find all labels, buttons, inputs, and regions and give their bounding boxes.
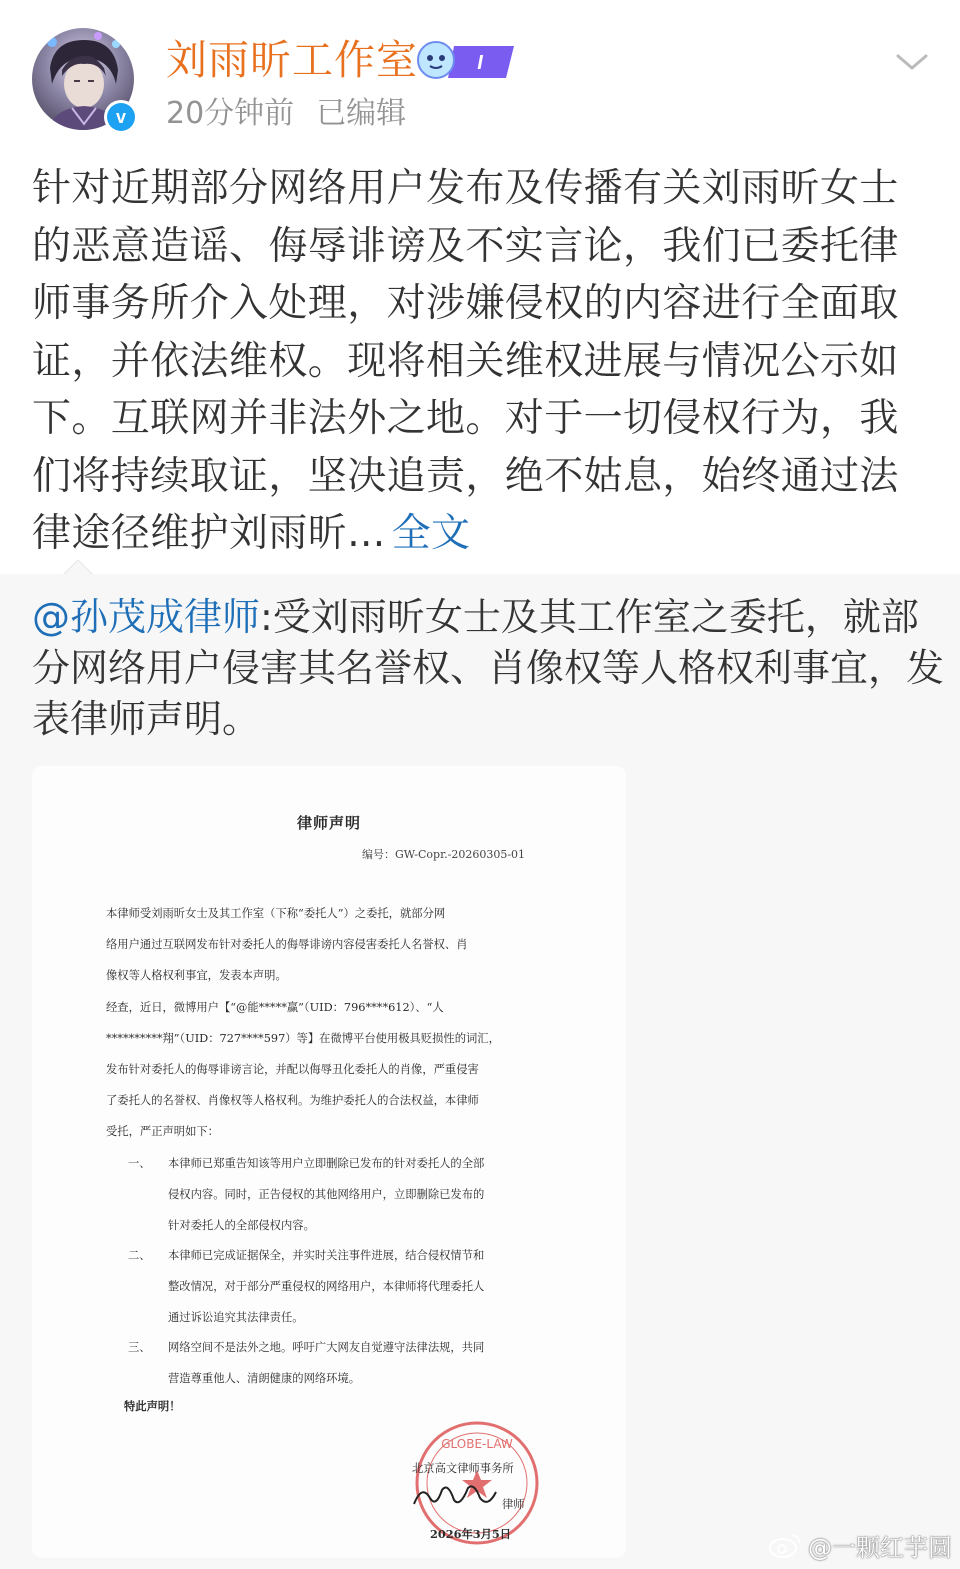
doc-date: 2026年3月5日 <box>430 1527 512 1541</box>
doc-line: 了委托人的名誉权、肖像权等人格权利。为维护委托人的合法权益，本律师 <box>106 1094 479 1107</box>
doc-firm-name: 北京高文律师事务所 <box>412 1462 514 1475</box>
doc-line: 本律师已完成证据保全，并实时关注事件进展，结合侵权情节和 <box>168 1249 485 1262</box>
doc-item-number: 一、 <box>128 1157 151 1170</box>
doc-line: **********翔”（UID：727****597）等】在微博平台使用极具贬损性的词汇， <box>106 1032 500 1045</box>
doc-item-2 <box>128 1240 568 1333</box>
doc-paragraph-2 <box>106 992 556 1147</box>
doc-number: 编号：GW-Copr.-20260305-01 <box>362 848 526 861</box>
repost-text-segment: :受刘雨昕女士及其工作室之委托，就部 <box>260 595 919 639</box>
doc-paragraph-1 <box>106 898 556 991</box>
doc-line: 侵权内容。同时，正告侵权的其他网络用户，立即删除已发布的 <box>168 1188 485 1201</box>
doc-item-3 <box>128 1332 568 1394</box>
post-time: 20分钟前 <box>166 96 295 131</box>
post-text-line: 的恶意造谣、侮辱诽谤及不实言论，我们已委托律 <box>32 223 899 269</box>
doc-item-number: 三、 <box>128 1341 151 1354</box>
post-text <box>32 160 924 563</box>
member-level-text: I <box>477 52 483 74</box>
lawyer-statement-image[interactable] <box>32 766 626 1558</box>
doc-title: 律师声明 <box>296 814 361 832</box>
repost-text-line <box>32 592 932 643</box>
repost-text-line: 分网络用户侵害其名誉权、肖像权等人格权利事宜，发 <box>32 646 945 690</box>
doc-line: 针对委托人的全部侵权内容。 <box>168 1219 315 1232</box>
doc-lawyer-suffix: 律师 <box>502 1498 525 1511</box>
post-text-truncated: 律途径维护刘雨昕... <box>32 511 386 556</box>
doc-item-1 <box>128 1148 568 1241</box>
post-text-line: 证，并依法维权。现将相关维权进展与情况公示如 <box>32 338 899 384</box>
post-text-line: 针对近期部分网络用户发布及传播有关刘雨昕女士 <box>32 166 899 211</box>
doc-line: 网络空间不是法外之地。呼吁广大网友自觉遵守法律法规，共同 <box>168 1341 485 1354</box>
watermark <box>768 1528 952 1562</box>
watermark-text: @一颗红芋圆 <box>808 1533 952 1562</box>
post-meta <box>166 94 406 134</box>
post-text-line: 们将持续取证，坚决追责，绝不姑息，始终通过法 <box>32 453 899 499</box>
doc-line: 本律师已郑重告知该等用户立即删除已发布的针对委托人的全部 <box>168 1157 485 1170</box>
edited-label[interactable]: 已编辑 <box>316 96 407 131</box>
post-text-last-line <box>32 505 924 563</box>
doc-line: 通过诉讼追究其法律责任。 <box>168 1311 304 1324</box>
repost-text <box>32 592 945 745</box>
doc-line: 整改情况，对于部分严重侵权的网络用户，本律师将代理委托人 <box>168 1280 485 1293</box>
doc-line: 发布针对委托人的侮辱诽谤言论，并配以侮辱丑化委托人的肖像，严重侵害 <box>106 1063 479 1076</box>
member-level-icon[interactable] <box>414 38 518 82</box>
doc-line: 络用户通过互联网发布针对委托人的侮辱诽谤内容侵害委托人名誉权、肖 <box>106 938 468 951</box>
svg-text:GLOBE-LAW: GLOBE-LAW <box>441 1437 513 1451</box>
mention-link[interactable]: @孙茂成律师 <box>32 595 261 639</box>
post-text-line: 下。互联网并非法外之地。对于一切侵权行为，我 <box>32 396 899 441</box>
full-text-link[interactable]: 全文 <box>391 511 471 556</box>
chevron-down-icon[interactable] <box>894 48 930 76</box>
repost-text-line: 表律师声明。 <box>32 697 261 741</box>
doc-line: 像权等人格权利事宜，发表本声明。 <box>106 969 287 982</box>
doc-item-number: 二、 <box>128 1249 151 1262</box>
doc-line: 营造尊重他人、清朗健康的网络环境。 <box>168 1372 361 1385</box>
post-header <box>0 0 960 150</box>
post-text-line: 师事务所介入处理，对涉嫌侵权的内容进行全面取 <box>32 281 899 326</box>
weibo-logo-icon <box>768 1531 802 1559</box>
avatar[interactable] <box>32 28 134 130</box>
verified-icon: v <box>104 100 138 134</box>
doc-closing: 特此声明！ <box>124 1399 181 1413</box>
author-name[interactable]: 刘雨昕工作室 <box>166 36 418 84</box>
doc-line: 受托，严正声明如下： <box>106 1125 219 1138</box>
doc-line: 经查，近日，微博用户【“@能*****赢”（UID：796****612）、“人 <box>106 1001 444 1014</box>
repost-pointer <box>62 558 94 576</box>
doc-line: 本律师受刘雨昕女士及其工作室（下称“委托人”）之委托，就部分网 <box>106 907 446 920</box>
